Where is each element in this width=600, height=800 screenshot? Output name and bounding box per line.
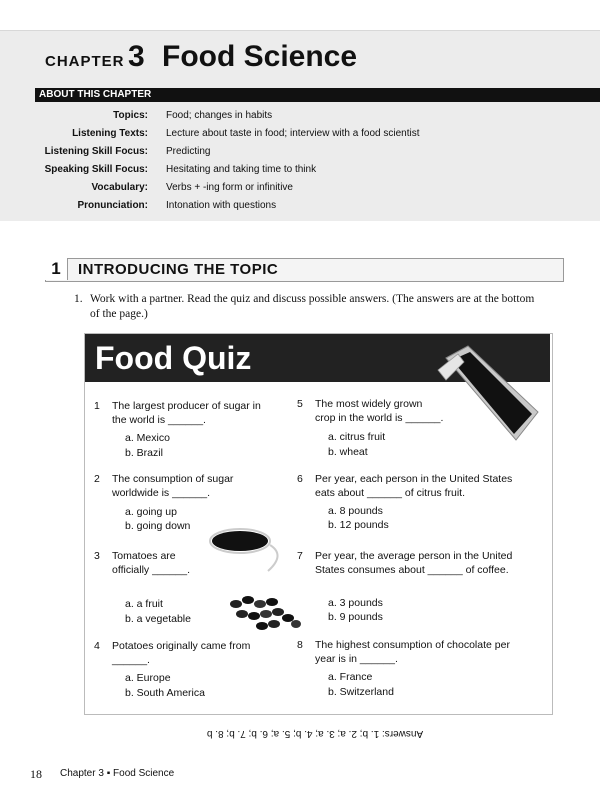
instruction [74,292,544,322]
question-number: 2 [94,473,100,485]
about-value: Verbs + -ing form or infinitive [166,182,293,193]
question-2-option-a: a. going up [125,506,177,518]
question-number: 1 [94,400,100,412]
question-3-option-b: b. a vegetable [125,613,191,625]
question-4-option-b: b. South America [125,687,205,699]
question-7-option-b: b. 9 pounds [328,611,383,623]
chocolate-bar-image [428,340,543,450]
question-8-option-b: b. Switzerland [328,686,394,698]
about-value: Lecture about taste in food; interview with a food scientist [166,128,420,139]
question-7-option-a: a. 3 pounds [328,597,383,609]
chapter-label: CHAPTER [45,53,125,70]
about-label: Listening Skill Focus: [44,146,148,157]
about-row-listening-skill [0,144,600,162]
about-row-speaking-skill [0,162,600,180]
coffee-beans-image [226,590,304,632]
about-value: Hesitating and taking time to think [166,164,317,175]
question-1-option-a: a. Mexico [125,432,170,444]
section-number: 1 [45,258,68,280]
question-5-option-b: b. wheat [328,446,368,458]
about-value: Food; changes in habits [166,110,273,121]
running-footer: Chapter 3 ▪ Food Science [60,768,175,779]
question-5-option-a: a. citrus fruit [328,431,386,443]
question-number: 8 [297,639,303,651]
question-text: The consumption of sugar worldwide is ______. [112,473,234,499]
question-8-option-a: a. France [328,671,373,683]
about-row-pronunciation [0,198,600,216]
coffee-cup-image [208,525,288,585]
about-label: Listening Texts: [72,128,148,139]
question-4-option-a: a. Europe [125,672,171,684]
quiz-title: Food Quiz [95,340,252,376]
question-2-option-b: b. going down [125,520,191,532]
about-label: Pronunciation: [77,200,148,211]
instruction-text: Work with a partner. Read the quiz and discuss possible answers. (The answers are at the bottom of the page.) [90,293,535,320]
about-row-vocabulary [0,180,600,198]
question-1-option-b: b. Brazil [125,447,163,459]
upside-down-answers: Answers: 1. b; 2. a; 3. a; 4. b; 5. a; 6. b; 7. b; 8. b [206,728,424,739]
chapter-title: Food Science [162,40,358,73]
question-6-option-a: a. 8 pounds [328,505,383,517]
about-label: Speaking Skill Focus: [44,164,148,175]
about-value: Predicting [166,146,211,157]
question-number: 4 [94,640,100,652]
question-text: Tomatoes are officially ______. [112,550,191,576]
page-number: 18 [30,767,42,781]
question-number: 3 [94,550,100,562]
question-number: 6 [297,473,303,485]
question-text: Per year, the average person in the United States consumes about ______ of coffee. [315,550,513,576]
about-row-listening-texts [0,126,600,144]
question-text: The most widely grown crop in the world is ______. [315,398,444,424]
chapter-number: 3 [128,40,145,73]
question-6-option-b: b. 12 pounds [328,519,389,531]
question-text: The largest producer of sugar in the world is ______. [112,400,261,426]
instruction-number: 1. [74,293,83,305]
question-text: Per year, each person in the United States eats about ______ of citrus fruit. [315,473,513,499]
about-heading: ABOUT THIS CHAPTER [39,89,152,100]
about-label: Vocabulary: [91,182,148,193]
question-number: 5 [297,398,303,410]
question-number: 7 [297,550,303,562]
section-title: INTRODUCING THE TOPIC [78,261,279,278]
about-row-topics [0,108,600,126]
question-text: The highest consumption of chocolate per year is in ______. [315,639,510,665]
about-label: Topics: [113,110,148,121]
question-text: Potatoes originally came from ______. [112,640,251,666]
question-3-option-a: a. a fruit [125,598,163,610]
about-value: Intonation with questions [166,200,277,211]
